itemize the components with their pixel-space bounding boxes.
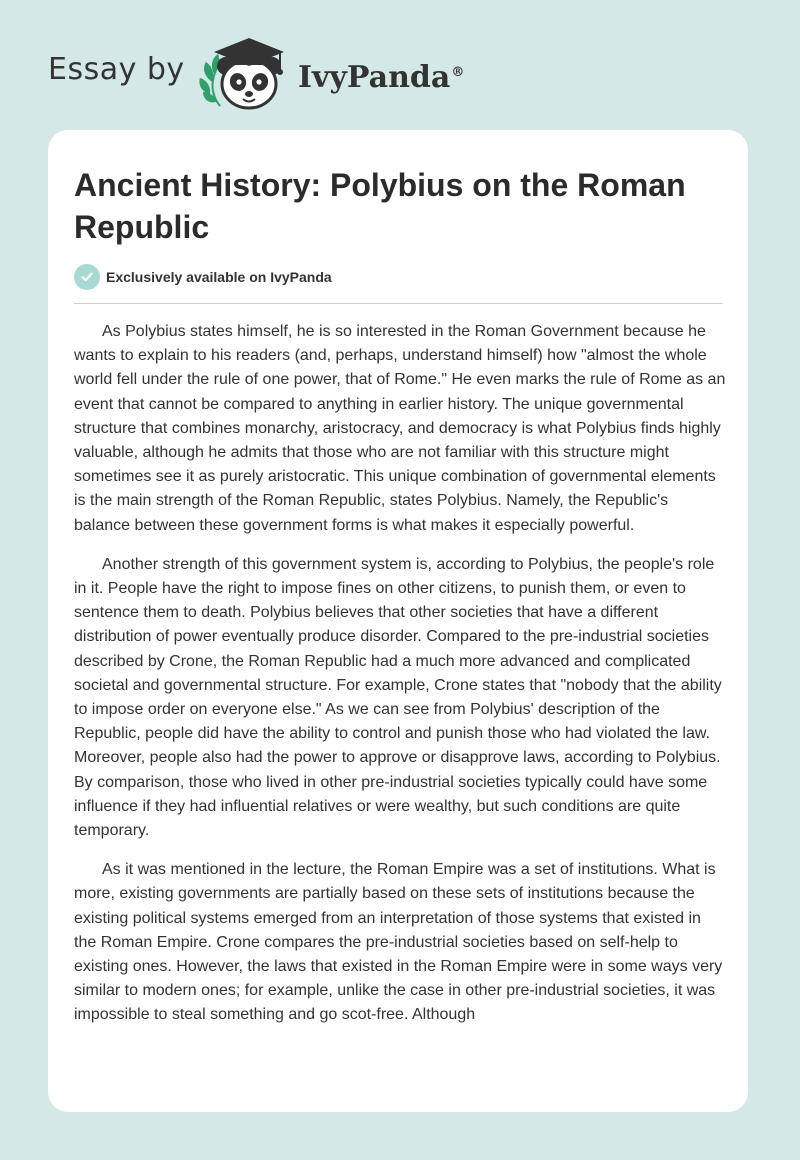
site-header: [0, 0, 800, 130]
check-circle-icon: [74, 264, 100, 290]
paragraph: As Polybius states himself, he is so interested in the Roman Government because he wants to explain to his readers (and, perhaps, understand himself) how "almost the whole world fell under the rule of one power, that of Rome." He even marks the rule of Rome as an event that cannot be compared to anything in earlier history. The unique governmental structure that combines monarchy, aristocracy, and democracy is what Polybius finds highly valuable, although he admits that those who are not familiar with this structure might sometimes see it as purely aristocratic. This unique combination of governmental elements is the main strength of the Roman Republic, states Polybius. Namely, the Republic's balance between these government forms is what makes it especially powerful.: [74, 323, 726, 534]
exclusive-badge: [74, 264, 332, 290]
paragraph: Another strength of this government system is, according to Polybius, the people's role in it. People have the right to impose fines on other citizens, to punish them, or even to sentence them to death. Polybius believes that other societies that have a different distribution of power eventually produce disorder. Compared to the pre-industrial societies described by Crone, the Roman Republic had a much more advanced and complicated societal and governmental structure. For example, Crone states that "nobody that the ability to impose order on everyone else." As we can see from Polybius' description of the Republic, people did have the ability to control and punish those who had violated the law. Moreover, people also had the power to approve or disapprove laws, according to Polybius. By comparison, those who lived in other pre-industrial societies typically could have some influence if they had influential relatives or were wealthy, but such conditions are quite temporary.: [74, 555, 722, 840]
essay-card: [48, 130, 748, 1112]
page-title: Ancient History: Polybius on the Roman Republic: [74, 167, 686, 245]
paragraph: As it was mentioned in the lecture, the Roman Empire was a set of institutions. What is more, existing governments are partially based on these sets of institutions because the existing political systems emerged from an interpretation of those systems that existed in the Roman Empire. Crone compares the pre-industrial societies based on self-help to existing ones. However, the laws that existed in the Roman Empire were in some ways very similar to modern ones; for example, unlike the case in other pre-industrial societies, it was impossible to steal something and go scot-free. Although: [74, 861, 723, 1024]
badge-label: Exclusively available on IvyPanda: [106, 269, 332, 285]
panda-graduation-cap-icon[interactable]: [198, 36, 290, 112]
essay-by-label: Essay by: [48, 52, 185, 87]
divider: [74, 303, 723, 304]
brand-name[interactable]: [298, 53, 464, 98]
brand-name-text: IvyPanda: [298, 60, 451, 95]
registered-mark: ®: [451, 65, 465, 80]
essay-body: [74, 320, 726, 1043]
